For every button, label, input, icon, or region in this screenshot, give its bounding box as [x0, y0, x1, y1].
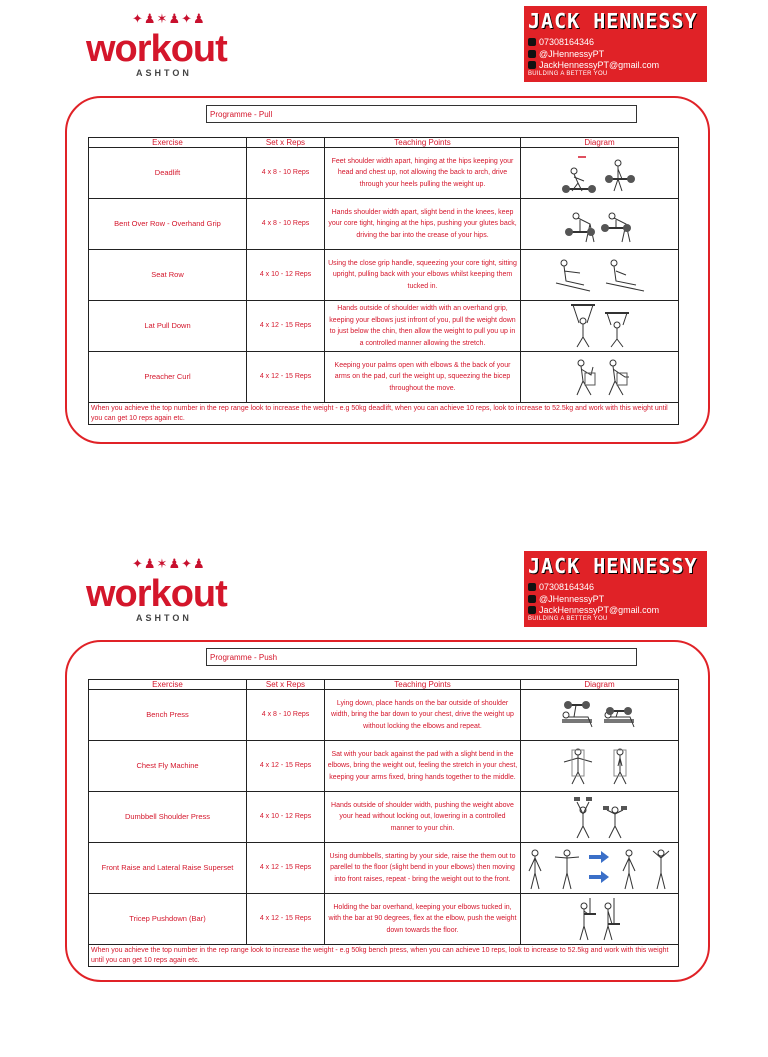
- teaching-points: Using the close grip handle, squeezing your core tight, sitting upright, pulling back with your elbows whilst keeping them tucked in.: [325, 250, 521, 301]
- set-reps: 4 x 12 - 15 Reps: [247, 894, 325, 945]
- deadlift-diagram: [521, 148, 679, 199]
- email-icon: [528, 606, 536, 614]
- phone-icon: [528, 583, 536, 591]
- header-exercise: Exercise: [89, 680, 247, 690]
- exercise-table: [88, 137, 679, 425]
- phone-number: 07308164346: [539, 37, 595, 47]
- teaching-points: Hands outside of shoulder width with an overhand grip, keeping your elbows just infront of you, pull the weight down to just below the chin, then allow the weight to pull you up in a controlled manner allowing the stretch.: [325, 301, 521, 352]
- trainer-name: JACK HENNESSY: [528, 554, 698, 578]
- table-header-row: [89, 680, 679, 690]
- email-line: [528, 60, 659, 70]
- exercise-name: Bench Press: [89, 690, 247, 741]
- header-points: Teaching Points: [325, 138, 521, 148]
- raise-superset-diagram: [521, 843, 679, 894]
- exercise-name: Bent Over Row - Overhand Grip: [89, 199, 247, 250]
- set-reps: 4 x 12 - 15 Reps: [247, 843, 325, 894]
- teaching-points: Hands shoulder width apart, slight bend in the knees, keep your core tight, hinging at the hips, pushing your glutes back, driving the bar into the crease of your hips.: [325, 199, 521, 250]
- trainer-name: JACK HENNESSY: [528, 9, 698, 33]
- exercise-name: Seat Row: [89, 250, 247, 301]
- phone-icon: [528, 38, 536, 46]
- bench-press-diagram: [521, 690, 679, 741]
- email-address: JackHennessyPT@gmail.com: [539, 605, 660, 615]
- programme-title: Programme - Push: [206, 648, 637, 666]
- logo-wordmark: workout: [86, 28, 227, 70]
- table-header-row: [89, 138, 679, 148]
- set-reps: 4 x 12 - 15 Reps: [247, 741, 325, 792]
- set-reps: 4 x 12 - 15 Reps: [247, 352, 325, 403]
- trainer-card: [524, 551, 707, 627]
- teaching-points: Holding the bar overhand, keeping your elbows tucked in, with the bar at 90 degrees, flex at the elbow, push the weight down towards the floor.: [325, 894, 521, 945]
- exercise-name: Chest Fly Machine: [89, 741, 247, 792]
- bent-over-row-diagram: [521, 199, 679, 250]
- teaching-points: Lying down, place hands on the bar outside of shoulder width, bring the bar down to your chest, drive the weight up without locking the elbows and repeat.: [325, 690, 521, 741]
- logo-wordmark: workout: [86, 573, 227, 615]
- table-row: [89, 843, 679, 894]
- instagram-handle: @JHennessyPT: [539, 49, 605, 59]
- phone-line: [528, 37, 594, 47]
- programme-sheet-pull: [0, 0, 768, 512]
- table-row: [89, 690, 679, 741]
- teaching-points: Using dumbbells, starting by your side, raise the them out to parellel to the floor (slight bend in your elbows) then moving into front raises, repeat - bring the weight out to the front.: [325, 843, 521, 894]
- table-row: [89, 352, 679, 403]
- programme-title: Programme - Pull: [206, 105, 637, 123]
- header-sets: Set x Reps: [247, 680, 325, 690]
- exercise-name: Deadlift: [89, 148, 247, 199]
- instagram-icon: [528, 595, 536, 603]
- lat-pull-down-diagram: [521, 301, 679, 352]
- exercise-name: Front Raise and Lateral Raise Superset: [89, 843, 247, 894]
- header-exercise: Exercise: [89, 138, 247, 148]
- set-reps: 4 x 8 - 10 Reps: [247, 199, 325, 250]
- email-icon: [528, 61, 536, 69]
- programme-sheet-push: [0, 545, 768, 1057]
- set-reps: 4 x 8 - 10 Reps: [247, 690, 325, 741]
- logo-subtitle: ASHTON: [136, 613, 192, 623]
- exercise-table: [88, 679, 679, 967]
- logo-subtitle: ASHTON: [136, 68, 192, 78]
- email-line: [528, 605, 659, 615]
- set-reps: 4 x 10 - 12 Reps: [247, 250, 325, 301]
- set-reps: 4 x 10 - 12 Reps: [247, 792, 325, 843]
- teaching-points: Feet shoulder width apart, hinging at the hips keeping your head and chest up, not allowing the back to arch, drive through your heels pulling the weight up.: [325, 148, 521, 199]
- logo-figures-icon: ✦♟✶♟✦♟: [132, 12, 206, 27]
- header-sets: Set x Reps: [247, 138, 325, 148]
- preacher-curl-diagram: [521, 352, 679, 403]
- instagram-line: [528, 594, 604, 604]
- header-diagram: Diagram: [521, 138, 679, 148]
- exercise-name: Tricep Pushdown (Bar): [89, 894, 247, 945]
- teaching-points: Hands outside of shoulder width, pushing the weight above your head without locking out, lowering in a controlled manner to your chin.: [325, 792, 521, 843]
- table-row: [89, 199, 679, 250]
- table-row: [89, 792, 679, 843]
- instagram-icon: [528, 50, 536, 58]
- set-reps: 4 x 8 - 10 Reps: [247, 148, 325, 199]
- instagram-handle: @JHennessyPT: [539, 594, 605, 604]
- set-reps: 4 x 12 - 15 Reps: [247, 301, 325, 352]
- table-row: [89, 894, 679, 945]
- table-row: [89, 741, 679, 792]
- trainer-tagline: BUILDING A BETTER YOU: [528, 616, 608, 622]
- header-diagram: Diagram: [521, 680, 679, 690]
- teaching-points: Keeping your palms open with elbows & the back of your arms on the pad, curl the weight up, squeezing the bicep throughout the move.: [325, 352, 521, 403]
- trainer-card: [524, 6, 707, 82]
- progression-note-row: [89, 403, 679, 425]
- progression-note-row: [89, 945, 679, 967]
- exercise-name: Lat Pull Down: [89, 301, 247, 352]
- seat-row-diagram: [521, 250, 679, 301]
- workout-ashton-logo: [86, 12, 246, 82]
- teaching-points: Sat with your back against the pad with a slight bend in the elbows, bring the weight out, feeling the stretch in your chest, keeping your arms fixed, bring hands together to the middle.: [325, 741, 521, 792]
- progression-note: When you achieve the top number in the rep range look to increase the weight - e.g 50kg deadlift, when you can achieve 10 reps, look to increase to 52.5kg and work with this weight until you can get 10 reps again etc.: [89, 403, 679, 425]
- logo-figures-icon: ✦♟✶♟✦♟: [132, 557, 206, 572]
- table-row: [89, 148, 679, 199]
- chest-fly-diagram: [521, 741, 679, 792]
- phone-number: 07308164346: [539, 582, 595, 592]
- email-address: JackHennessyPT@gmail.com: [539, 60, 660, 70]
- instagram-line: [528, 49, 604, 59]
- header-points: Teaching Points: [325, 680, 521, 690]
- table-row: [89, 301, 679, 352]
- shoulder-press-diagram: [521, 792, 679, 843]
- exercise-name: Dumbbell Shoulder Press: [89, 792, 247, 843]
- exercise-name: Preacher Curl: [89, 352, 247, 403]
- trainer-tagline: BUILDING A BETTER YOU: [528, 71, 608, 77]
- workout-ashton-logo: [86, 557, 246, 627]
- tricep-pushdown-diagram: [521, 894, 679, 945]
- table-row: [89, 250, 679, 301]
- progression-note: When you achieve the top number in the rep range look to increase the weight - e.g 50kg bench press, when you can achieve 10 reps, look to increase to 52.5kg and work with this weight until you can get 10 reps again etc.: [89, 945, 679, 967]
- phone-line: [528, 582, 594, 592]
